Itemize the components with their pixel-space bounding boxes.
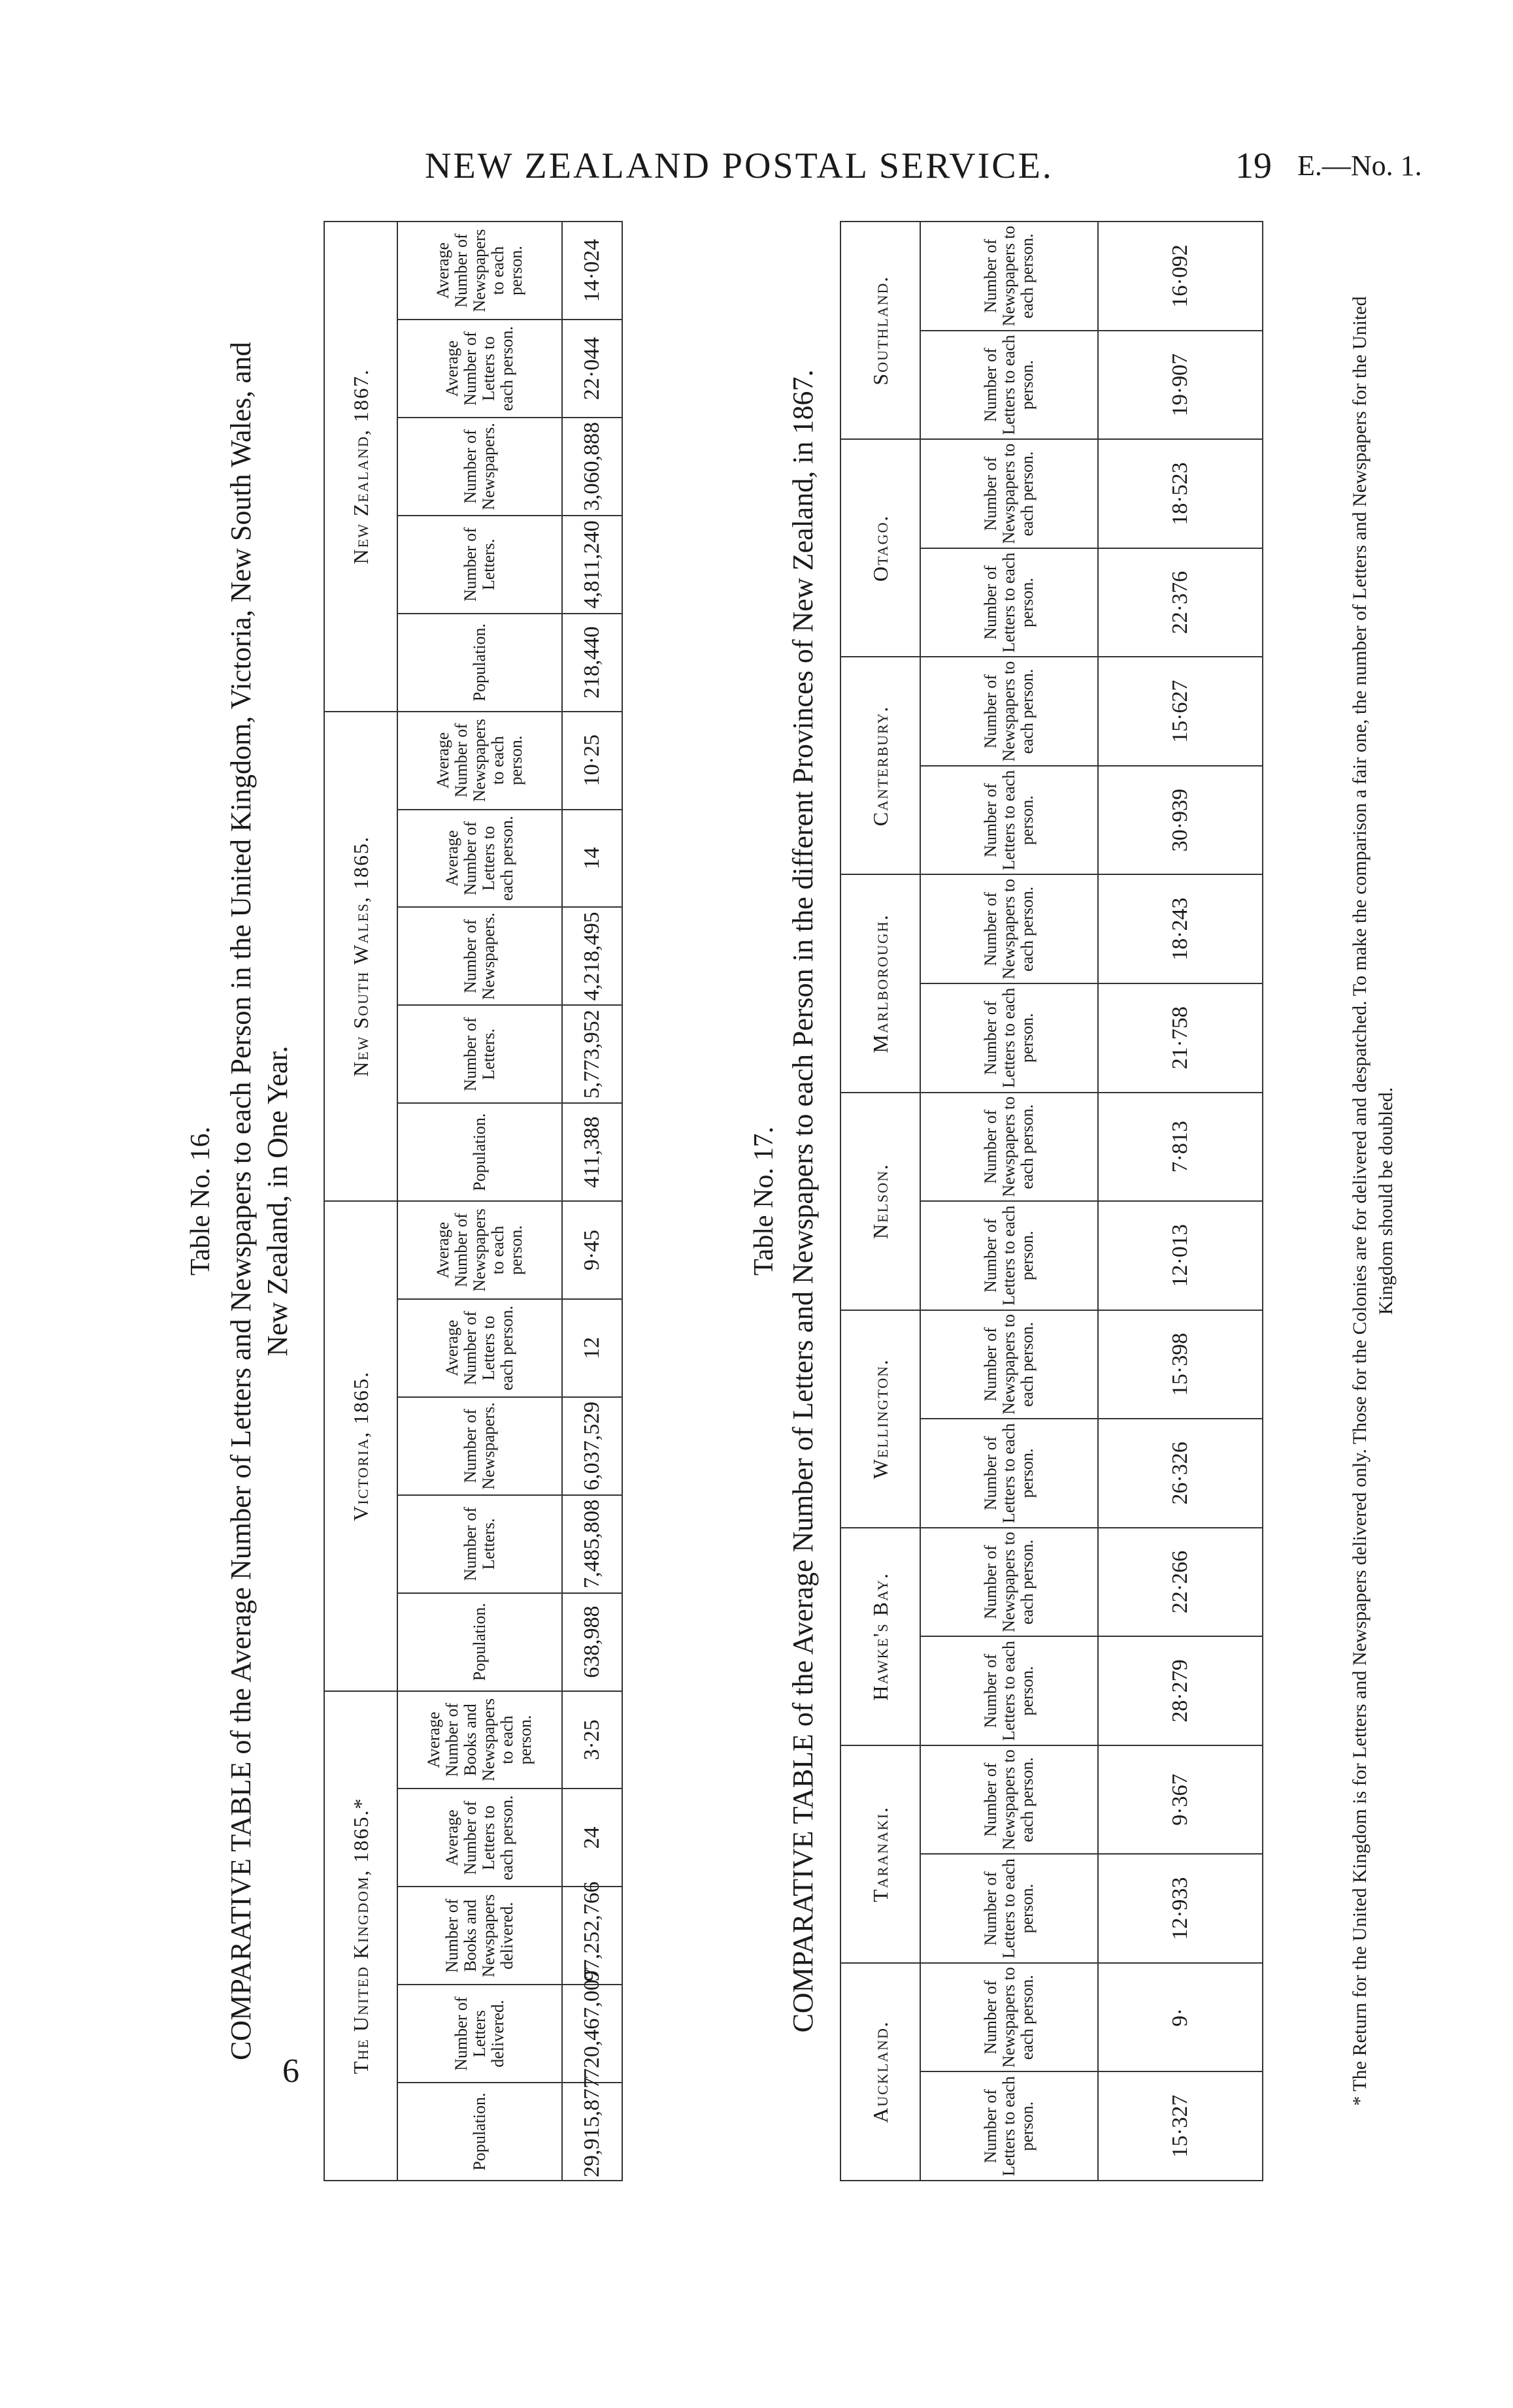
table-16-cell: 12 [562, 1299, 622, 1397]
table-16-column-header: Average Number of Letters to each person. [397, 320, 562, 418]
table-17-column-header: Number of Newspapers to each person. [920, 439, 1098, 548]
table-16-cell: 10·25 [562, 712, 622, 810]
table-17-column-header: Number of Letters to each person. [920, 331, 1098, 440]
table-16-column-header: Population. [397, 614, 562, 712]
table-16-column-header-row [397, 222, 562, 2181]
rotated-tables-block [185, 188, 1414, 2214]
table-16-column-header: Average Number of Letters to each person. [397, 1299, 562, 1397]
table-17-number: Table No. 17. [749, 1127, 779, 1276]
table-16-cell: 4,811,240 [562, 516, 622, 614]
table-16-column-header: Average Number of Newspapers to each person. [397, 712, 562, 810]
table-17 [840, 221, 1263, 2181]
table-16-column-header: Number of Letters. [397, 1005, 562, 1103]
table-16-column-header: Population. [397, 1103, 562, 1201]
table-17-column-header: Number of Letters to each person. [920, 548, 1098, 657]
table-16-cell: 9·45 [562, 1201, 622, 1299]
table-17-column-header: Number of Newspapers to each person. [920, 1310, 1098, 1419]
table-17-caption: COMPARATIVE TABLE of the Average Number of Letters and Newspapers to each Person in the different Provinces of New Zealand, in 1867. [787, 369, 819, 2033]
table-17-province-header-row [840, 222, 920, 2181]
table-16-cell: 720,467,007 [562, 1985, 622, 2083]
table-17-cell: 21·758 [1098, 983, 1263, 1093]
table-17-cell: 12·013 [1098, 1201, 1263, 1310]
footnote: * The Return for the United Kingdom is for Letters and Newspapers delivered only. Those for the Colonies are for delivered and despatched. To make the comparison a fair one, the number of Letters and Newspapers for the United Kingdom should be doubled. [1349, 296, 1397, 2106]
table-16-data-row [562, 222, 622, 2181]
table-17-cell: 12·933 [1098, 1854, 1263, 1963]
table-17-column-header: Number of Newspapers to each person. [920, 874, 1098, 983]
table-16-column-header: Average Number of Newspapers to each person. [397, 1201, 562, 1299]
table-16-cell: 3·25 [562, 1691, 622, 1789]
table-17-cell: 16·092 [1098, 222, 1263, 331]
table-17-cell: 28·279 [1098, 1636, 1263, 1745]
table-16-column-header: Population. [397, 2083, 562, 2181]
table-17-province-name: Taranaki. [840, 1745, 920, 1963]
table-16-cell: 24 [562, 1789, 622, 1887]
table-16-column-header: Number of Letters delivered. [397, 1985, 562, 2083]
table-17-cell: 18·523 [1098, 439, 1263, 548]
table-16-cell: 97,252,766 [562, 1887, 622, 1985]
table-17-cell: 30·939 [1098, 766, 1263, 875]
folio-number: 6 [282, 2053, 299, 2090]
table-16-cell: 4,218,495 [562, 907, 622, 1005]
table-17-column-header: Number of Letters to each person. [920, 2071, 1098, 2181]
table-17-province-name: Canterbury. [840, 657, 920, 874]
table-16-column-header: Average Number of Books and Newspapers to each person. [397, 1691, 562, 1789]
table-17-column-header: Number of Letters to each person. [920, 1854, 1098, 1963]
table-17-cell: 9· [1098, 1963, 1263, 2072]
table-17-province-name: Hawke's Bay. [840, 1528, 920, 1745]
table-17-column-header: Number of Newspapers to each person. [920, 1528, 1098, 1637]
table-17-column-header: Number of Letters to each person. [920, 983, 1098, 1093]
table-16-column-header: Number of Newspapers. [397, 907, 562, 1005]
table-16-group-title: New Zealand, 1867. [324, 222, 397, 712]
table-16-group-title: New South Wales, 1865. [324, 712, 397, 1201]
table-16-cell: 6,037,529 [562, 1397, 622, 1495]
table-16-cell: 5,773,952 [562, 1005, 622, 1103]
running-title: NEW ZEALAND POSTAL SERVICE. [425, 146, 1054, 186]
table-17-cell: 15·327 [1098, 2071, 1263, 2181]
document-reference: E.—No. 1. [1297, 150, 1422, 182]
table-16-column-header: Average Number of Newspapers to each person. [397, 222, 562, 320]
table-17-province-name: Marlborough. [840, 874, 920, 1092]
table-16-column-header: Average Number of Letters to each person. [397, 810, 562, 908]
table-16-cell: 7,485,808 [562, 1495, 622, 1593]
table-17-column-header: Number of Letters to each person. [920, 1419, 1098, 1528]
table-17-cell: 15·398 [1098, 1310, 1263, 1419]
table-16-column-header: Number of Newspapers. [397, 418, 562, 516]
page-number: 19 [1235, 146, 1272, 186]
table-17-column-header: Number of Letters to each person. [920, 1636, 1098, 1745]
table-17-province-name: Otago. [840, 439, 920, 657]
table-16-group-title: Victoria, 1865. [324, 1201, 397, 1691]
table-17-column-header: Number of Newspapers to each person. [920, 1093, 1098, 1202]
table-17-cell: 9·367 [1098, 1745, 1263, 1855]
table-16-column-header: Number of Letters. [397, 1495, 562, 1593]
table-16-cell: 14·024 [562, 222, 622, 320]
table-16-column-header: Average Number of Letters to each person. [397, 1789, 562, 1887]
table-17-column-header: Number of Letters to each person. [920, 1201, 1098, 1310]
table-17-column-header: Number of Newspapers to each person. [920, 1963, 1098, 2072]
table-17-cell: 15·627 [1098, 657, 1263, 766]
table-17-column-header: Number of Newspapers to each person. [920, 222, 1098, 331]
table-17-column-header: Number of Newspapers to each person. [920, 657, 1098, 766]
table-16-cell: 411,388 [562, 1103, 622, 1201]
table-16-column-header: Number of Books and Newspapers delivered. [397, 1887, 562, 1985]
table-16 [324, 221, 623, 2181]
table-17-column-header-row [920, 222, 1098, 2181]
table-16-column-header: Number of Letters. [397, 516, 562, 614]
table-16-group-header-row [324, 222, 397, 2181]
table-16-cell: 29,915,877 [562, 2083, 622, 2181]
table-16-cell: 3,060,888 [562, 418, 622, 516]
table-16-number: Table No. 16. [186, 1127, 216, 1276]
table-17-cell: 22·266 [1098, 1528, 1263, 1637]
table-17-cell: 22·376 [1098, 548, 1263, 657]
table-16-cell: 22·044 [562, 320, 622, 418]
table-17-column-header: Number of Newspapers to each person. [920, 1745, 1098, 1855]
table-16-cell: 638,988 [562, 1593, 622, 1691]
table-17-province-name: Southland. [840, 222, 920, 439]
table-16-column-header: Number of Newspapers. [397, 1397, 562, 1495]
table-17-cell: 19·907 [1098, 331, 1263, 440]
table-17-cell: 18·243 [1098, 874, 1263, 983]
table-17-cell: 26·326 [1098, 1419, 1263, 1528]
table-17-data-row [1098, 222, 1263, 2181]
table-17-province-name: Auckland. [840, 1963, 920, 2181]
table-16-group-title: The United Kingdom, 1865.* [324, 1691, 397, 2181]
table-17-cell: 7·813 [1098, 1093, 1263, 1202]
table-16-caption: COMPARATIVE TABLE of the Average Number of Letters and Newspapers to each Person in the United Kingdom, Victoria, New South Wales, and New Zealand, in One Year. [225, 342, 293, 2060]
table-17-province-name: Wellington. [840, 1310, 920, 1528]
table-16-column-header: Population. [397, 1593, 562, 1691]
table-16-cell: 218,440 [562, 614, 622, 712]
table-16-cell: 14 [562, 810, 622, 908]
table-17-province-name: Nelson. [840, 1093, 920, 1310]
table-17-column-header: Number of Letters to each person. [920, 766, 1098, 875]
